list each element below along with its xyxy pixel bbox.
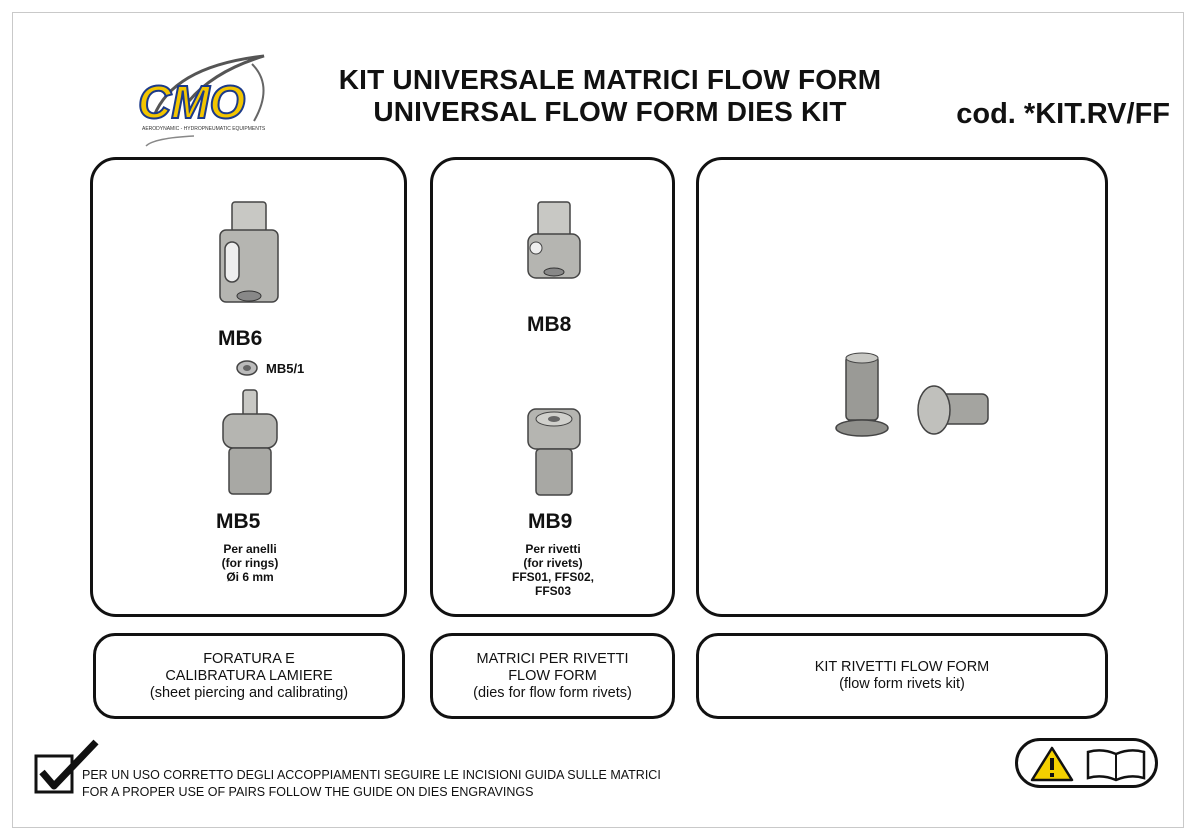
svg-text:CMO: CMO [138, 76, 246, 128]
mb9-die-image [520, 405, 590, 500]
label-mb9: MB9 [528, 510, 573, 533]
label-mb8: MB8 [527, 313, 572, 336]
mb5-die-image [215, 388, 285, 498]
mb5-1-ring-image [234, 358, 260, 378]
label-mb5-1: MB5/1 [266, 361, 305, 376]
label-mb6: MB6 [218, 327, 263, 350]
mb6-die-image [210, 200, 290, 310]
title-english: UNIVERSAL FLOW FORM DIES KIT [373, 96, 847, 127]
kit-code: cod. *KIT.RV/FF [956, 98, 1170, 130]
page-title [300, 64, 920, 128]
caption-flow-form-dies: MATRICI PER RIVETTI FLOW FORM (dies for flow form rivets) [430, 633, 675, 719]
manual-book-icon [1084, 746, 1148, 782]
caption-sheet-piercing: FORATURA E CALIBRATURA LAMIERE (sheet piercing and calibrating) [93, 633, 405, 719]
warning-manual-badge [1015, 738, 1158, 788]
warning-triangle-icon [1030, 745, 1074, 783]
mb5-note: Per anelli (for rings) Øi 6 mm [221, 542, 279, 584]
cmo-logo [134, 46, 284, 156]
svg-text:AERODYNAMIC - HYDROPNEUMATIC E: AERODYNAMIC - HYDROPNEUMATIC EQUIPMENTS [142, 126, 266, 132]
caption-rivets-kit: KIT RIVETTI FLOW FORM (flow form rivets kit) [696, 633, 1108, 719]
mb8-die-image [520, 200, 590, 290]
mb9-note: Per rivetti (for rivets) FFS01, FFS02, FFS03 [511, 542, 595, 598]
usage-notice: PER UN USO CORRETTO DEGLI ACCOPPIAMENTI SEGUIRE LE INCISIONI GUIDA SULLE MATRICI FOR A PROPER USE OF PAIRS FOLLOW THE GUIDE ON DIES ENGRAVINGS [82, 768, 661, 799]
title-italian: KIT UNIVERSALE MATRICI FLOW FORM [338, 64, 882, 95]
label-mb5: MB5 [216, 510, 261, 533]
flow-form-rivets-image [830, 350, 1000, 440]
